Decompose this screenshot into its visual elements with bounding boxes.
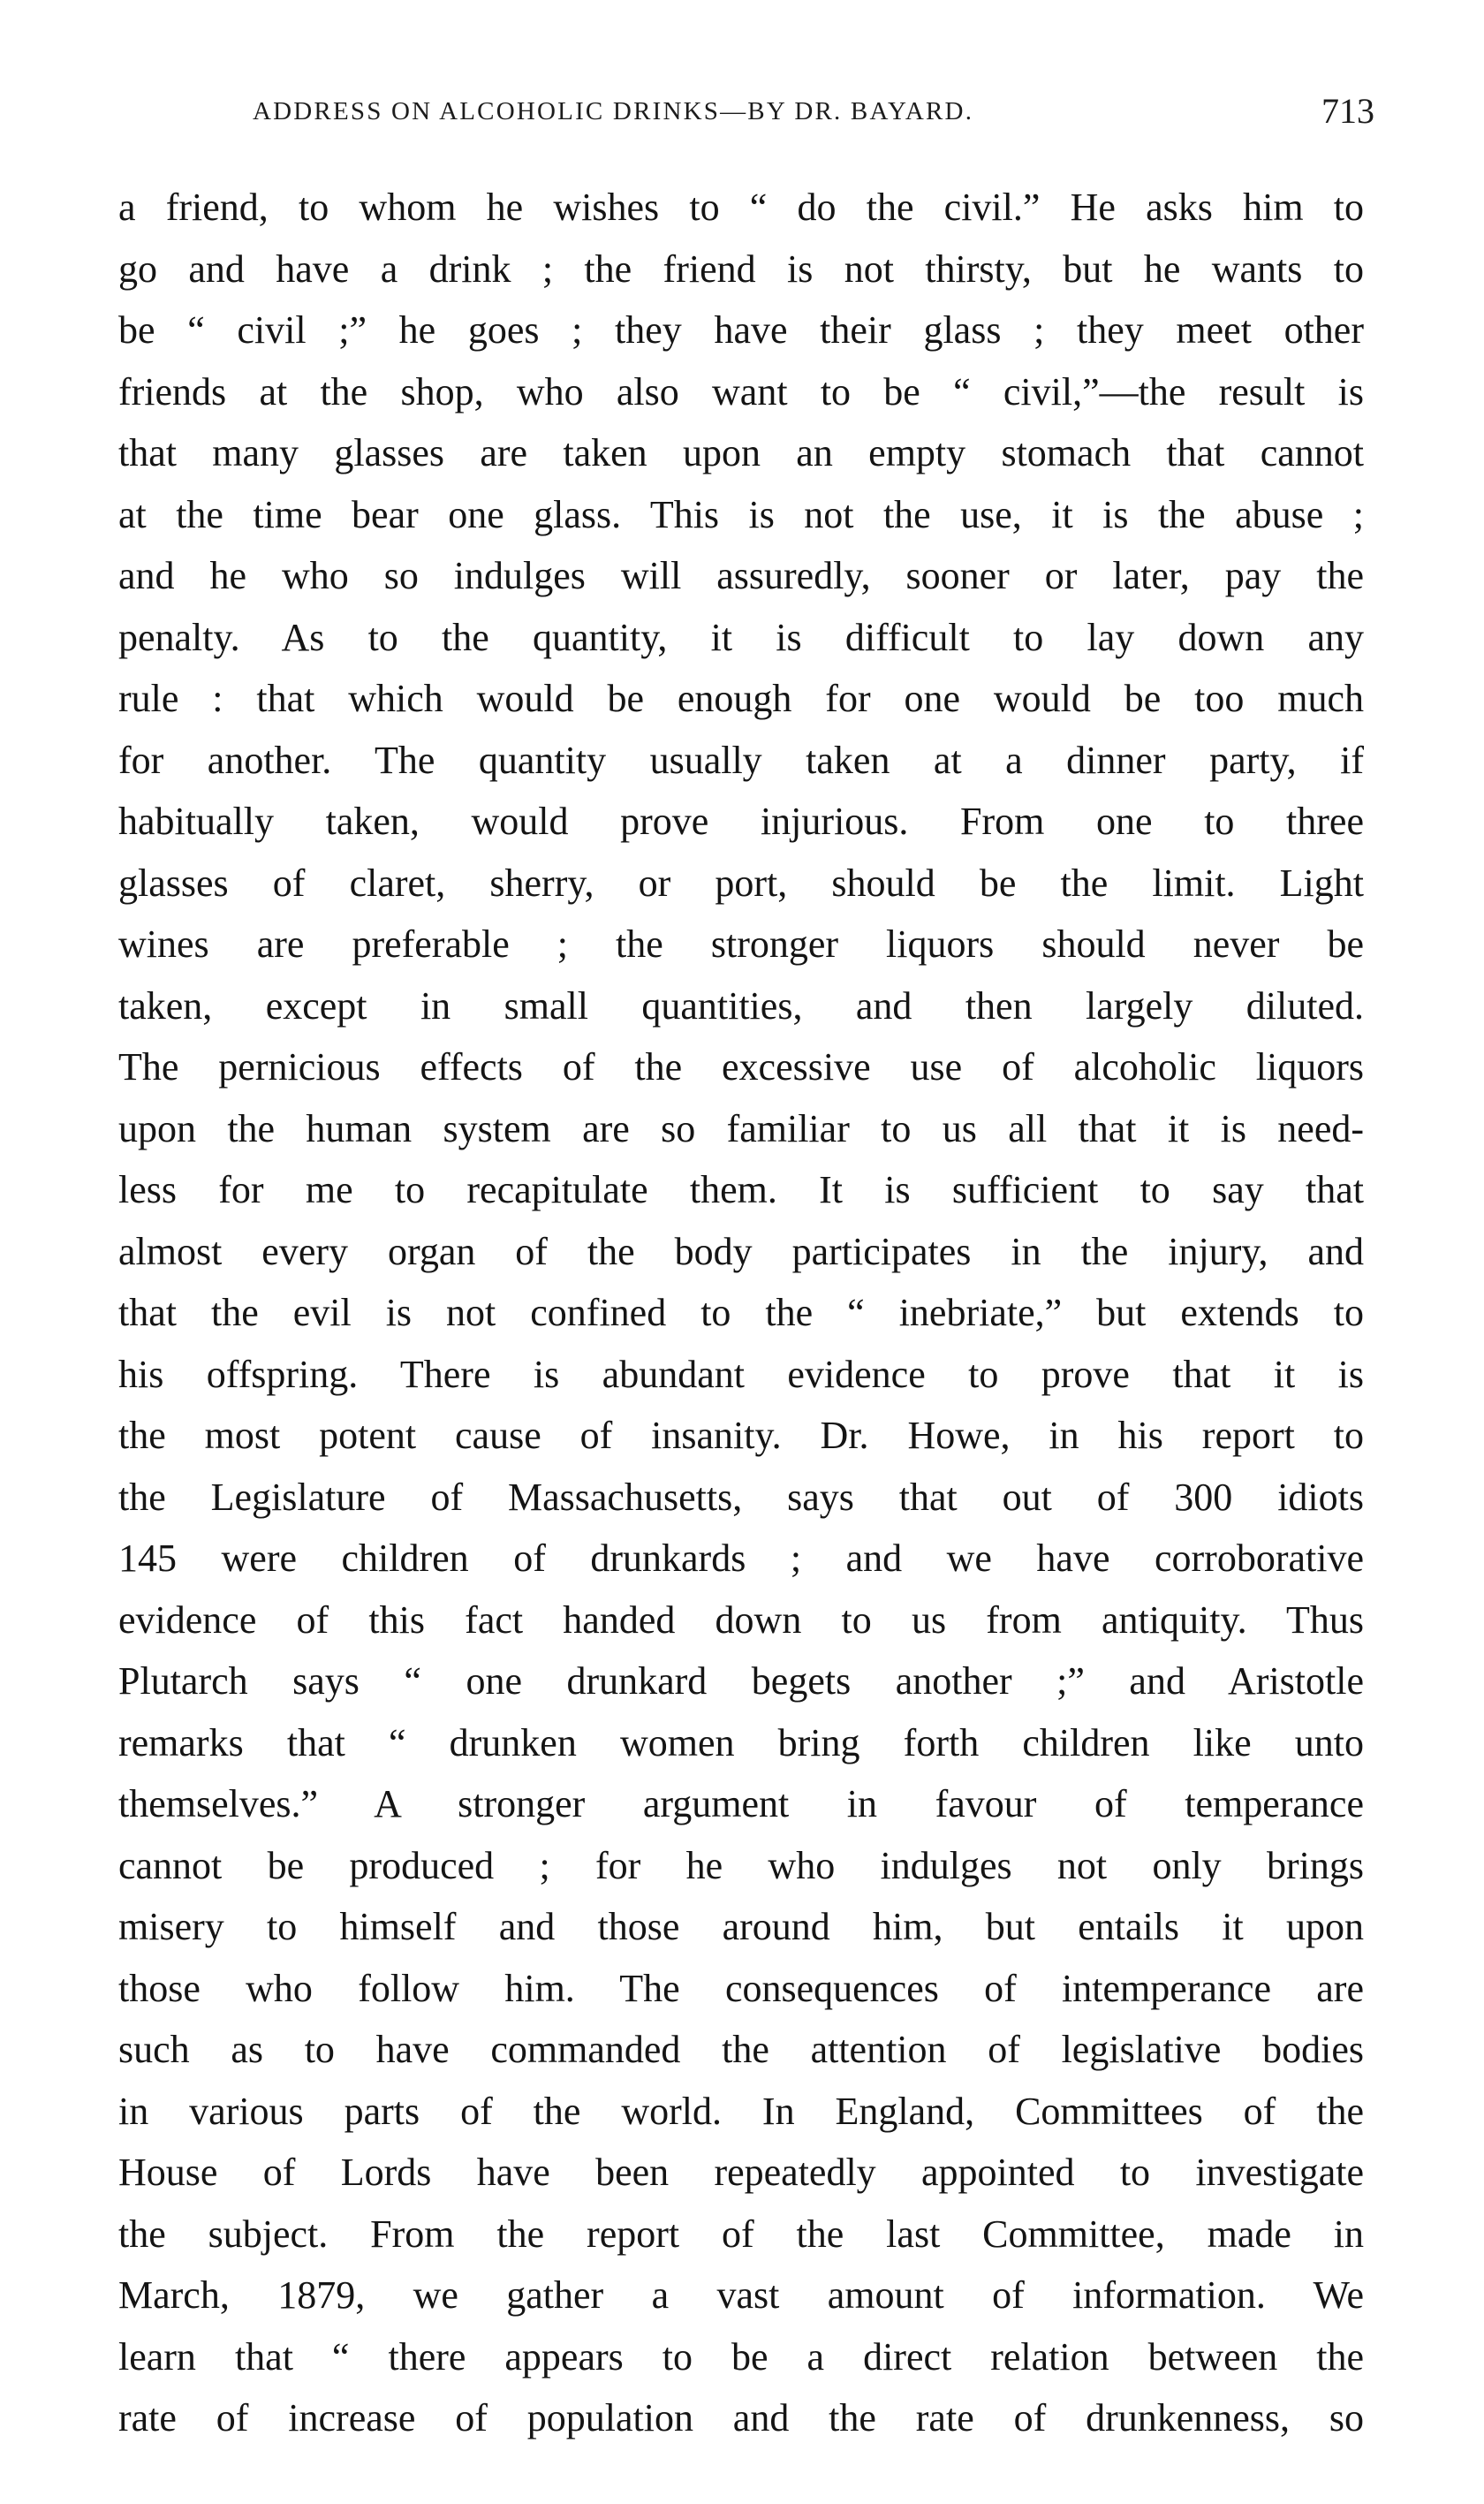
text-line: 145 were children of drunkards ; and we have corroborative <box>118 1537 1364 1580</box>
text-line: wines are preferable ; the stronger liquors should never be <box>118 922 1364 966</box>
text-line: themselves.” A stronger argument in favour of temperance <box>118 1782 1364 1825</box>
text-line: the subject. From the report of the last Committee, made in <box>118 2212 1364 2256</box>
text-line: the Legislature of Massachusetts, says that out of 300 idiots <box>118 1475 1364 1519</box>
text-line: at the time bear one glass. This is not the use, it is the abuse ; <box>118 492 1364 536</box>
text-line: rate of increase of population and the rate of drunkenness, so <box>118 2396 1364 2440</box>
text-line: March, 1879, we gather a vast amount of information. We <box>118 2273 1364 2317</box>
text-line: such as to have commanded the attention of legislative bodies <box>118 2028 1364 2071</box>
text-line: The pernicious effects of the excessive use of alcoholic liquors <box>118 1045 1364 1089</box>
text-line: rule : that which would be enough for one would be too much <box>118 677 1364 720</box>
text-line: House of Lords have been repeatedly appointed to investigate <box>118 2151 1364 2194</box>
running-title: ADDRESS ON ALCOHOLIC DRINKS—BY DR. BAYARD. <box>253 97 974 125</box>
text-line: cannot be produced ; for he who indulges not only brings <box>118 1843 1364 1887</box>
text-line: almost every organ of the body participates in the injury, and <box>118 1229 1364 1273</box>
text-line: that many glasses are taken upon an empty stomach that cannot <box>118 431 1364 474</box>
running-head <box>217 90 1374 143</box>
body-text <box>118 177 1364 2449</box>
text-line: the most potent cause of insanity. Dr. Howe, in his report to <box>118 1414 1364 1457</box>
text-line: penalty. As to the quantity, it is difficult to lay down any <box>118 615 1364 659</box>
text-line: for another. The quantity usually taken at a dinner party, if <box>118 738 1364 782</box>
text-line: remarks that “ drunken women bring forth children like unto <box>118 1720 1364 1764</box>
text-line: be “ civil ;” he goes ; they have their glass ; they meet other <box>118 308 1364 352</box>
text-line: habitually taken, would prove injurious. From one to three <box>118 800 1364 843</box>
page-number: 713 <box>1321 91 1374 131</box>
text-line: a friend, to whom he wishes to “ do the civil.” He asks him to <box>118 186 1364 229</box>
text-line: friends at the shop, who also want to be “ civil,”—the result is <box>118 369 1364 414</box>
text-line: misery to himself and those around him, but entails it upon <box>118 1905 1364 1948</box>
text-line: upon the human system are so familiar to us all that it is need- <box>118 1106 1364 1150</box>
text-line: his offspring. There is abundant evidence to prove that it is <box>118 1352 1364 1396</box>
text-line: go and have a drink ; the friend is not thirsty, but he wants to <box>118 247 1364 291</box>
text-line: that the evil is not confined to the “ inebriate,” but extends to <box>118 1291 1364 1334</box>
text-line: learn that “ there appears to be a direct relation between the <box>118 2334 1364 2379</box>
text-line: Plutarch says “ one drunkard begets another ;” and Aristotle <box>118 1659 1364 1703</box>
text-line: less for me to recapitulate them. It is sufficient to say that <box>118 1168 1364 1211</box>
text-line: in various parts of the world. In England, Committees of the <box>118 2089 1364 2133</box>
text-line: glasses of claret, sherry, or port, should be the limit. Light <box>118 861 1364 905</box>
text-line: taken, except in small quantities, and then largely diluted. <box>118 983 1364 1028</box>
text-line: evidence of this fact handed down to us from antiquity. Thus <box>118 1597 1364 1642</box>
text-line: and he who so indulges will assuredly, sooner or later, pay the <box>118 554 1364 597</box>
text-line: those who follow him. The consequences of intemperance are <box>118 1966 1364 2010</box>
